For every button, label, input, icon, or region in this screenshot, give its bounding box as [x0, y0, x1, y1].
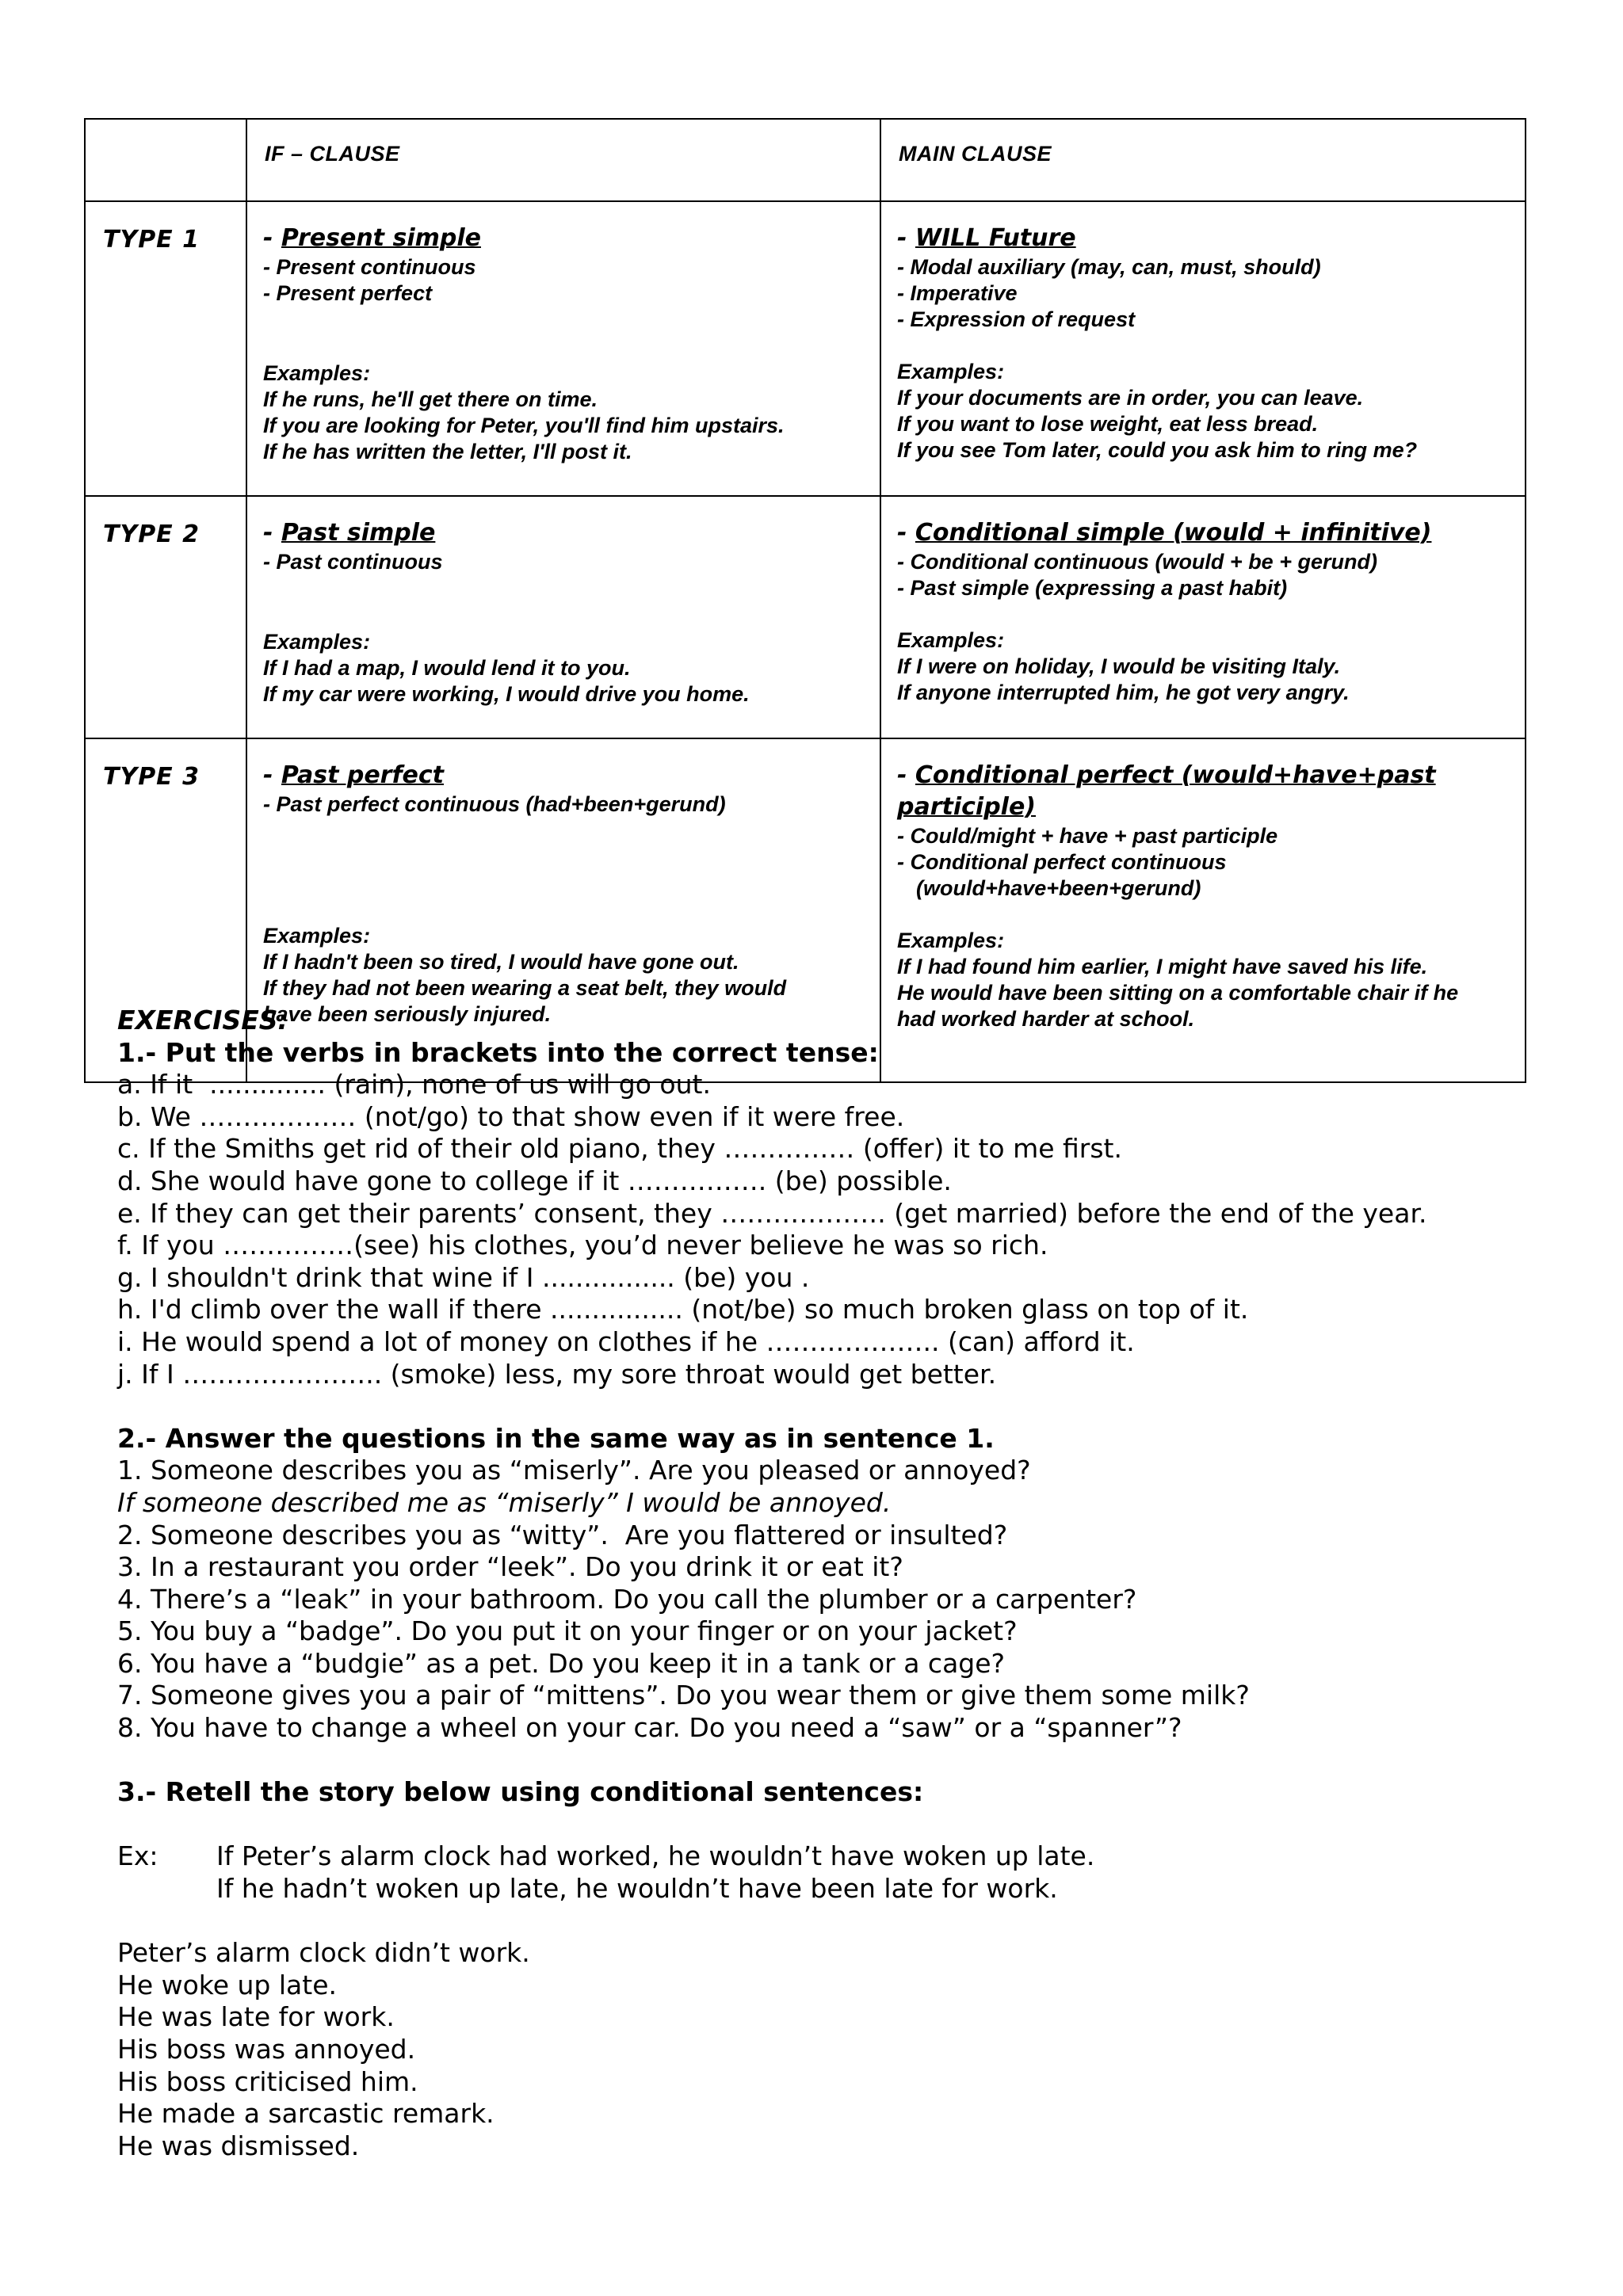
exercise-1-item: g. I shouldn't drink that wine if I ................ (be) you . [117, 1261, 810, 1293]
example-label: Ex: [117, 1840, 158, 1872]
example-line: If Peter’s alarm clock had worked, he wouldn’t have woken up late. [216, 1840, 1095, 1872]
story-line: Peter’s alarm clock didn’t work. [117, 1937, 530, 1969]
if-main-tense: Past perfect [281, 761, 444, 789]
exercise-1-heading: 1.- Put the verbs in brackets into the correct tense: [117, 1036, 879, 1068]
main-other-tense: (would+have+been+gerund) [916, 876, 1201, 900]
exercise-2-heading: 2.- Answer the questions in the same way as in sentence 1. [117, 1422, 995, 1454]
type-label: TYPE 3 [85, 738, 246, 1082]
examples-title: Examples: [897, 628, 1005, 652]
main-main-tense: WILL Future [915, 224, 1076, 252]
main-other-tense: - Modal auxiliary (may, can, must, should) [897, 255, 1321, 279]
examples-title: Examples: [897, 929, 1005, 952]
if-clause-cell: - Past simple - Past continuous Examples: If I had a map, I would lend it to you. If my car were working, I would drive you home. [246, 496, 880, 738]
header-main-clause: MAIN CLAUSE [880, 119, 1526, 201]
examples-title: Examples: [263, 924, 371, 948]
exercise-1-item: a. If it .............. (rain), none of us will go out. [117, 1069, 711, 1100]
main-main-tense-continued: participle) [897, 793, 1037, 821]
exercise-1-item: h. I'd climb over the wall if there ................ (not/be) so much broken glass on top of it. [117, 1294, 1249, 1325]
main-clause-cell: - Conditional perfect (would+have+past participle) - Could/might + have + past participle - Conditional perfect continuous (would+have+been+gerund) Examples: If I had found him earlier, I might have saved his life. He would have been sitting on a comfortable chair if he had worked harder at school. [880, 738, 1526, 1082]
examples-title: Examples: [897, 360, 1005, 383]
type-label: TYPE 2 [85, 496, 246, 738]
story-line: He made a sarcastic remark. [117, 2098, 495, 2130]
example-line: If he hadn’t woken up late, he wouldn’t have been late for work. [216, 1873, 1058, 1905]
example-sentence: If your documents are in order, you can leave. [897, 386, 1364, 410]
example-sentence: had worked harder at school. [897, 1007, 1195, 1031]
exercise-1-item: d. She would have gone to college if it ……………. (be) possible. [117, 1165, 952, 1196]
main-other-tense: - Conditional perfect continuous [897, 850, 1227, 874]
type-label: TYPE 1 [85, 201, 246, 496]
main-clause-cell: - Conditional simple (would + infinitive) - Conditional continuous (would + be + gerund) - Past simple (expressing a past habit) Examples: If I were on holiday, I would be visiting Italy. If anyone interrupted him, he got very angry. [880, 496, 1526, 738]
if-main-tense: Past simple [281, 519, 436, 547]
if-clause-cell: - Present simple - Present continuous - Present perfect Examples: If he runs, he'll get there on time. If you are looking for Peter, you'll find him upstairs. If he has written the letter, I'll post it. [246, 201, 880, 496]
example-sentence: He would have been sitting on a comfortable chair if he [897, 981, 1459, 1005]
example-sentence: If anyone interrupted him, he got very angry. [897, 681, 1350, 704]
story-line: His boss criticised him. [117, 2065, 418, 2097]
example-sentence: If you want to lose weight, eat less bread. [897, 412, 1319, 436]
main-clause-cell: - WILL Future - Modal auxiliary (may, can, must, should) - Imperative - Expression of request Examples: If your documents are in order, you can leave. If you want to lose weight, eat less bread. If you see Tom later, could you ask him to ring me? [880, 201, 1526, 496]
story-line: His boss was annoyed. [117, 2034, 416, 2065]
exercise-2-item: 3. In a restaurant you order “leek”. Do you drink it or eat it? [117, 1551, 903, 1583]
exercise-2-item: 7. Someone gives you a pair of “mittens”. Do you wear them or give them some milk? [117, 1680, 1250, 1711]
main-main-tense: Conditional simple (would + infinitive) [915, 519, 1432, 547]
main-other-tense: - Could/might + have + past participle [897, 824, 1278, 848]
example-sentence: If I had found him earlier, I might have saved his life. [897, 955, 1428, 978]
exercise-1-item: j. If I ………………….. (smoke) less, my sore throat would get better. [117, 1358, 997, 1390]
examples-title: Examples: [263, 361, 371, 385]
exercise-1-item: b. We ……………… (not/go) to that show even if it were free. [117, 1100, 905, 1132]
if-clause-cell: - Past perfect - Past perfect continuous (had+been+gerund) Examples: If I hadn't been so tired, I would have gone out. If they had not been wearing a seat belt, they would have been seriously injured. [246, 738, 880, 1082]
story-line: He woke up late. [117, 1969, 337, 2000]
example-sentence: If you are looking for Peter, you'll find him upstairs. [263, 414, 785, 437]
exercise-1-item: f. If you ……………(see) his clothes, you’d never believe he was so rich. [117, 1230, 1048, 1261]
example-sentence: If I were on holiday, I would be visiting Italy. [897, 654, 1341, 678]
exercises-title: EXERCISES: [117, 1005, 288, 1035]
if-other-tense: - Past continuous [263, 550, 443, 574]
exercises-section [117, 1005, 1544, 2162]
example-sentence: have been seriously injured. [263, 1002, 552, 1026]
table-row-type-2 [85, 496, 1526, 738]
example-sentence: If you see Tom later, could you ask him to ring me? [897, 438, 1418, 462]
exercise-2-item: 8. You have to change a wheel on your car. Do you need a “saw” or a “spanner”? [117, 1712, 1182, 1744]
exercise-1-item: i. He would spend a lot of money on clothes if he ……………….. (can) afford it. [117, 1325, 1135, 1357]
if-main-tense: Present simple [281, 224, 481, 252]
exercise-2-item: 2. Someone describes you as “witty”. Are you flattered or insulted? [117, 1519, 1008, 1550]
example-sentence: If I had a map, I would lend it to you. [263, 656, 631, 680]
header-empty [85, 119, 246, 201]
main-other-tense: - Past simple (expressing a past habit) [897, 576, 1288, 600]
exercise-3-heading: 3.- Retell the story below using conditional sentences: [117, 1776, 924, 1808]
header-if-clause: IF – CLAUSE [246, 119, 880, 201]
example-sentence: If he has written the letter, I'll post it. [263, 440, 632, 463]
example-sentence: If my car were working, I would drive you home. [263, 682, 750, 706]
exercise-2-item: 6. You have a “budgie” as a pet. Do you keep it in a tank or a cage? [117, 1647, 1006, 1679]
if-other-tense: - Present continuous [263, 255, 476, 279]
table-header-row [85, 119, 1526, 201]
main-other-tense: - Expression of request [897, 307, 1136, 331]
table-row-type-1 [85, 201, 1526, 496]
examples-title: Examples: [263, 630, 371, 654]
exercise-2-item: 5. You buy a “badge”. Do you put it on your finger or on your jacket? [117, 1615, 1018, 1647]
exercise-3-example [117, 1840, 1544, 1873]
conditionals-table [84, 118, 1526, 1083]
story-line: He was dismissed. [117, 2130, 360, 2161]
main-other-tense: - Conditional continuous (would + be + gerund) [897, 550, 1377, 574]
example-sentence: If I hadn't been so tired, I would have gone out. [263, 950, 739, 974]
exercise-1-item: e. If they can get their parents’ consent, they ………………. (get married) before the end of the year. [117, 1197, 1427, 1229]
story-line: He was late for work. [117, 2001, 395, 2033]
if-other-tense: - Present perfect [263, 281, 433, 305]
main-main-tense: Conditional perfect (would+have+past [915, 761, 1436, 789]
example-sentence: If they had not been wearing a seat belt, they would [263, 976, 787, 1000]
if-other-tense: - Past perfect continuous (had+been+gerund) [263, 792, 726, 816]
exercise-2-example-answer: If someone described me as “miserly” I would be annoyed. [117, 1486, 892, 1518]
exercise-1-item: c. If the Smiths get rid of their old piano, they …………… (offer) it to me first. [117, 1133, 1122, 1165]
exercise-2-item: 4. There’s a “leak” in your bathroom. Do you call the plumber or a carpenter? [117, 1583, 1137, 1615]
exercise-2-item: 1. Someone describes you as “miserly”. Are you pleased or annoyed? [117, 1455, 1031, 1486]
main-other-tense: - Imperative [897, 281, 1018, 305]
example-sentence: If he runs, he'll get there on time. [263, 387, 598, 411]
